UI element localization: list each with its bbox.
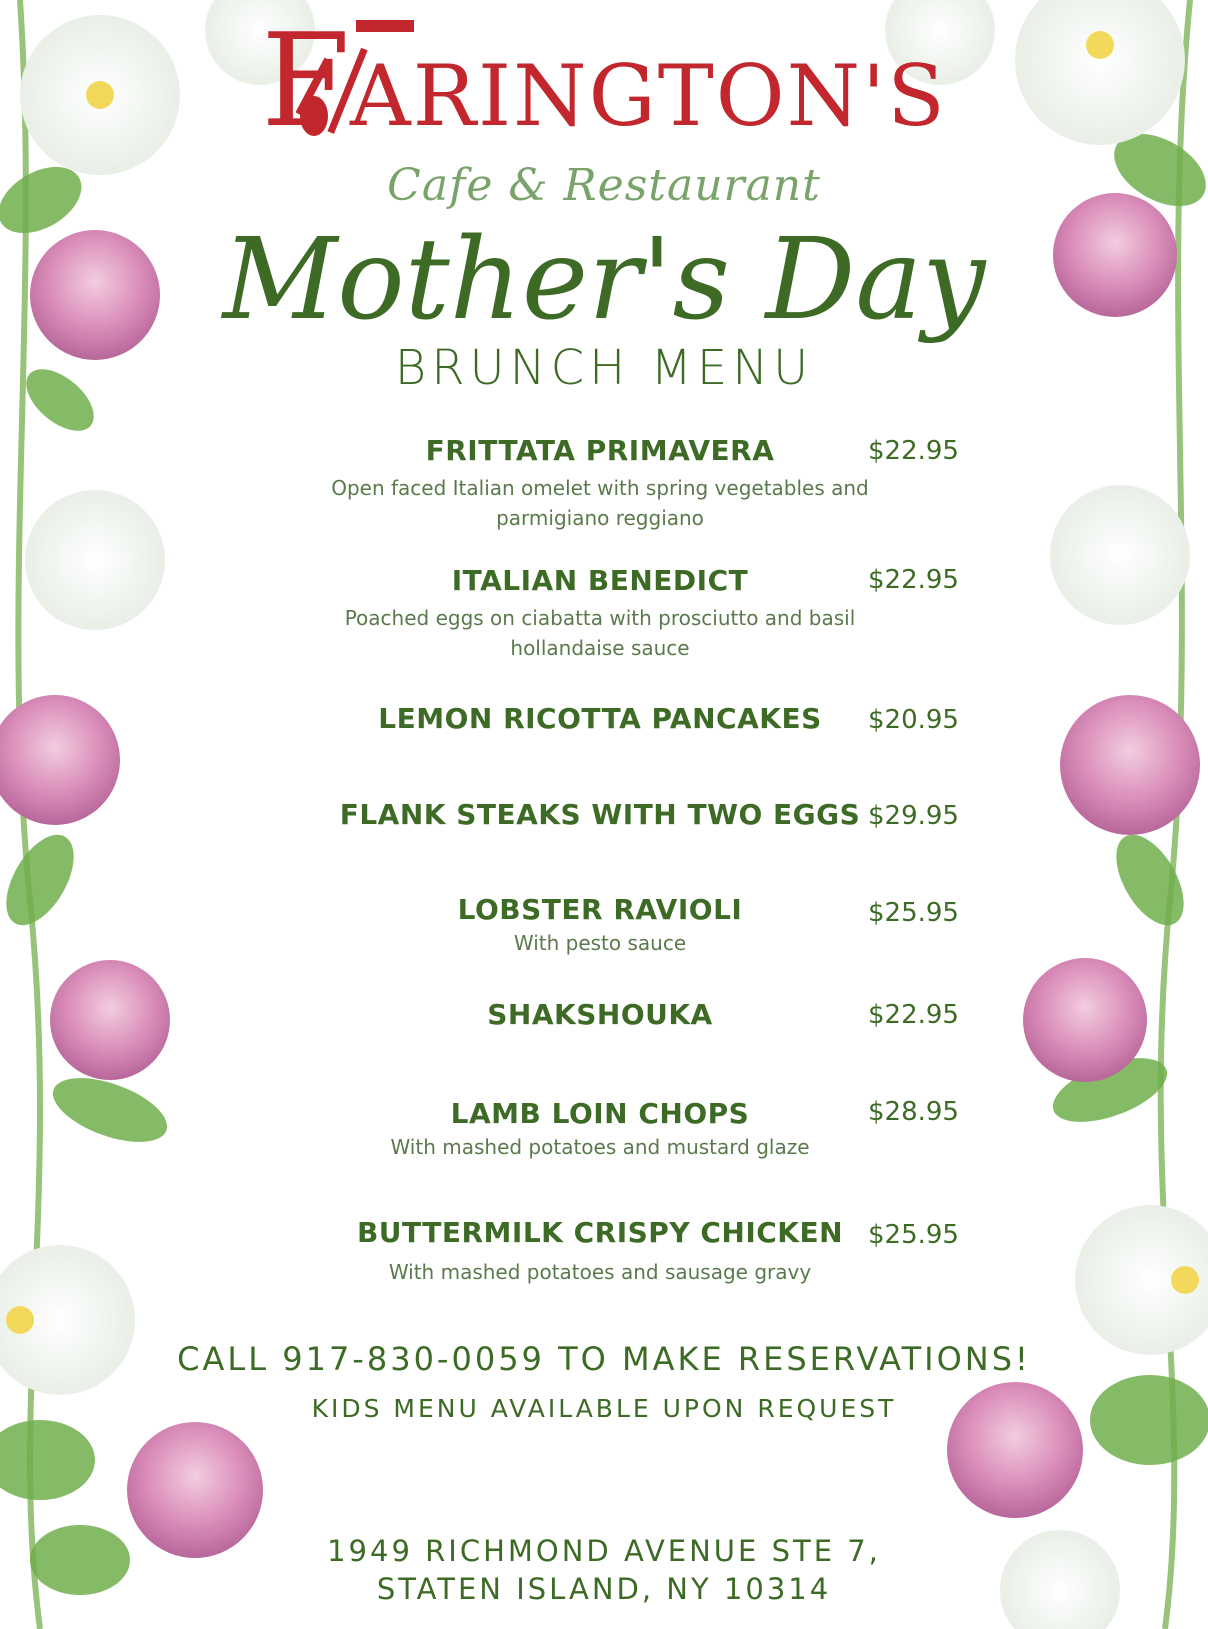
menu-item-name: LAMB LOIN CHOPS xyxy=(450,1097,750,1130)
menu-item xyxy=(300,564,900,663)
menu-item-name: LOBSTER RAVIOLI xyxy=(457,893,743,926)
menu-item-name: LEMON RICOTTA PANCAKES xyxy=(378,702,822,735)
menu-item xyxy=(300,1097,900,1162)
menu-item-name: BUTTERMILK CRISPY CHICKEN xyxy=(356,1216,844,1249)
menu-item xyxy=(300,998,900,1031)
menu-item-price: $22.95 xyxy=(868,436,959,466)
menu-item-description: With pesto sauce xyxy=(513,931,687,955)
menu-subheadline: BRUNCH MENU xyxy=(394,340,814,396)
menu-item xyxy=(300,893,900,958)
menu-headline: Mother's Day xyxy=(222,215,986,345)
menu-item-price: $20.95 xyxy=(868,705,959,735)
menu-item-description: Poached eggs on ciabatta with prosciutto and basil hollandaise sauce xyxy=(344,606,856,660)
menu-item xyxy=(300,798,900,831)
menu-item xyxy=(300,434,900,533)
menu-item-name: SHAKSHOUKA xyxy=(487,998,713,1031)
logo-initial: F xyxy=(261,7,351,156)
restaurant-address xyxy=(0,1532,1208,1608)
restaurant-subtitle: Cafe & Restaurant xyxy=(387,160,821,211)
address-line-2: STATEN ISLAND, NY 10314 xyxy=(376,1572,832,1606)
kids-menu-note: KIDS MENU AVAILABLE UPON REQUEST xyxy=(311,1394,897,1423)
menu-item xyxy=(300,1216,900,1287)
menu-item-description: With mashed potatoes and mustard glaze xyxy=(390,1135,810,1159)
menu-item-description: Open faced Italian omelet with spring vegetables and parmigiano reggiano xyxy=(331,476,869,530)
menu-item-price: $28.95 xyxy=(868,1097,959,1127)
menu-item xyxy=(300,702,900,735)
menu-item-price: $25.95 xyxy=(868,898,959,928)
menu-item-name: FLANK STEAKS WITH TWO EGGS xyxy=(339,798,861,831)
address-line-1: 1949 RICHMOND AVENUE STE 7, xyxy=(327,1534,881,1568)
menu-item-price: $29.95 xyxy=(868,801,959,831)
restaurant-logo xyxy=(0,7,1208,156)
menu-item-price: $22.95 xyxy=(868,1000,959,1030)
reservation-call-to-action: CALL 917-830-0059 TO MAKE RESERVATIONS! xyxy=(177,1340,1031,1378)
menu-item-name: FRITTATA PRIMAVERA xyxy=(425,434,775,467)
menu-item-price: $22.95 xyxy=(868,565,959,595)
menu-item-price: $25.95 xyxy=(868,1220,959,1250)
menu-item-name: ITALIAN BENEDICT xyxy=(451,564,749,597)
menu-item-description: With mashed potatoes and sausage gravy xyxy=(388,1260,812,1284)
logo-name: ARINGTON'S xyxy=(350,47,947,145)
